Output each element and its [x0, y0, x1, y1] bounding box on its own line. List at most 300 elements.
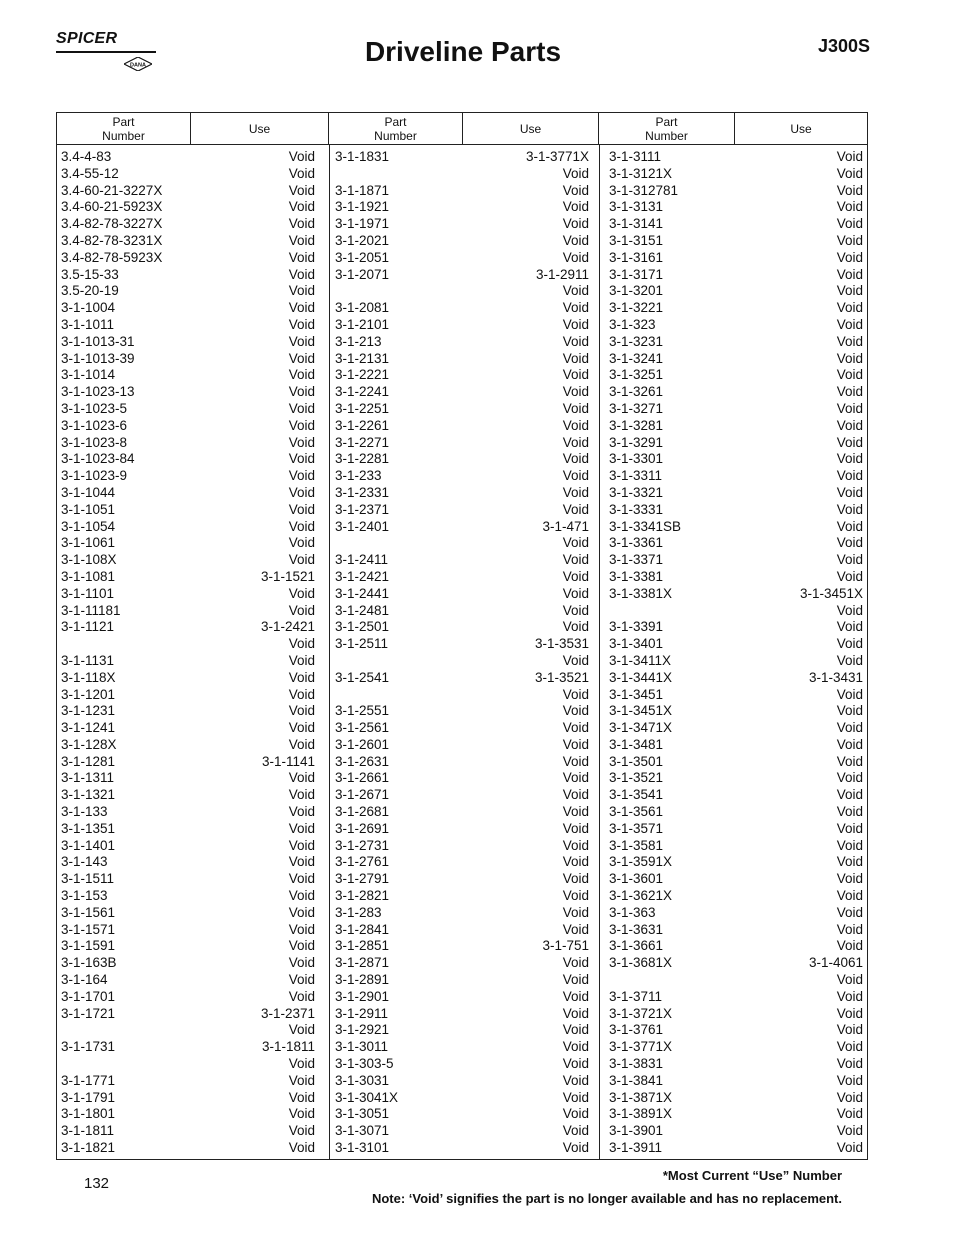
table-row [331, 804, 603, 821]
part-number: 3-1-1701 [61, 988, 116, 1004]
part-number: 3-1-2691 [335, 820, 390, 836]
table-row [605, 922, 877, 939]
table-row [57, 972, 329, 989]
table-row [605, 787, 877, 804]
model-label: J300S [817, 36, 870, 56]
column-header: Part Number [329, 113, 463, 145]
use-value: Void [836, 501, 863, 517]
table-row [57, 519, 329, 536]
use-value: Void [288, 888, 315, 904]
table-row [605, 519, 877, 536]
part-number: 3-1-3481 [609, 736, 664, 752]
part-number: 3-1-3711 [609, 988, 663, 1004]
use-value: Void [288, 552, 315, 568]
part-number: 3-1-133 [61, 804, 108, 820]
part-number: 3-1-1023-6 [61, 417, 128, 433]
table-row [57, 938, 329, 955]
use-value: Void [288, 1106, 315, 1122]
table-row [57, 1056, 329, 1073]
use-value: Void [288, 283, 315, 299]
use-value: Void [288, 434, 315, 450]
part-number: 3-1-3161 [609, 249, 664, 265]
part-number: 3-1-118X [61, 669, 116, 685]
use-value: Void [288, 182, 315, 198]
table-row [605, 619, 877, 636]
use-value: Void [288, 316, 315, 332]
table-row [605, 1006, 877, 1023]
table-row [331, 334, 603, 351]
table-row [331, 149, 603, 166]
table-row [605, 653, 877, 670]
table-row [331, 922, 603, 939]
use-value: Void [836, 619, 863, 635]
table-row [605, 687, 877, 704]
table-row [57, 1106, 329, 1123]
part-number: 3-1-3231 [609, 333, 664, 349]
use-value: Void [836, 216, 863, 232]
table-row [331, 586, 603, 603]
part-number: 3-1-3041X [335, 1089, 399, 1105]
table-row [331, 283, 603, 300]
use-value: Void [836, 921, 863, 937]
use-value: Void [562, 1039, 589, 1055]
use-value: Void [288, 921, 315, 937]
part-number: 3-1-213 [335, 333, 382, 349]
table-row [57, 502, 329, 519]
use-value: Void [288, 585, 315, 601]
use-value: 3-1-1811 [261, 1039, 315, 1055]
part-number: 3-1-1014 [61, 367, 116, 383]
table-row [331, 955, 603, 972]
part-number: 3-1-3301 [609, 451, 664, 467]
table-row [57, 351, 329, 368]
use-value: Void [836, 165, 863, 181]
table-row [57, 922, 329, 939]
table-row [605, 451, 877, 468]
use-value: Void [562, 770, 589, 786]
table-row [331, 317, 603, 334]
column-header: Part Number [599, 113, 735, 145]
table-row [331, 1140, 603, 1157]
use-value: Void [288, 804, 315, 820]
use-value: Void [562, 384, 589, 400]
part-number: 3-1-3361 [609, 535, 664, 551]
table-row [57, 905, 329, 922]
part-number: 3-1-1721 [61, 1005, 116, 1021]
part-number: 3-1-3031 [335, 1072, 390, 1088]
part-number: 3-1-1023-9 [61, 468, 128, 484]
column-header: Use [735, 113, 867, 145]
use-value: 3-1-1521 [260, 568, 315, 584]
part-number: 3-1-11181 [61, 602, 121, 618]
use-value: Void [562, 686, 589, 702]
part-number: 3-1-2541 [335, 669, 390, 685]
footnote: *Most Current “Use” Number [662, 1168, 842, 1183]
part-number: 3-1-3681X [609, 955, 673, 971]
part-number: 3.5-20-19 [61, 283, 119, 299]
table-row [331, 636, 603, 653]
part-number: 3-1-2841 [335, 921, 390, 937]
table-row [57, 283, 329, 300]
part-number: 3-1-1023-84 [61, 451, 135, 467]
table-row [57, 703, 329, 720]
part-number: 3-1-2891 [335, 972, 390, 988]
use-value: Void [836, 1056, 863, 1072]
use-value: Void [562, 804, 589, 820]
part-number: 3-1-3051 [335, 1106, 390, 1122]
use-value: Void [288, 350, 315, 366]
part-number: 3-1-1281 [61, 753, 116, 769]
table-row [57, 485, 329, 502]
table-row [57, 636, 329, 653]
part-number: 3-1-2221 [335, 367, 390, 383]
part-number: 3-1-3101 [335, 1140, 390, 1156]
part-number: 3-1-3441X [609, 669, 673, 685]
use-value: Void [288, 417, 315, 433]
use-value: Void [836, 1039, 863, 1055]
table-row [331, 670, 603, 687]
table-row [331, 989, 603, 1006]
part-number: 3-1-1971 [335, 216, 390, 232]
use-value: Void [288, 1072, 315, 1088]
use-value: Void [836, 753, 863, 769]
table-row [331, 1056, 603, 1073]
use-value: Void [288, 652, 315, 668]
part-number: 3-1-3381X [609, 585, 673, 601]
use-value: Void [562, 400, 589, 416]
table-row [605, 334, 877, 351]
use-value: Void [836, 652, 863, 668]
use-value: Void [562, 417, 589, 433]
use-value: Void [562, 232, 589, 248]
table-row [331, 754, 603, 771]
part-number: 3-1-2411 [335, 552, 389, 568]
use-value: Void [836, 232, 863, 248]
use-value: Void [288, 165, 315, 181]
use-value: Void [836, 820, 863, 836]
use-value: Void [562, 350, 589, 366]
use-value: Void [836, 770, 863, 786]
part-number: 3-1-3571 [609, 820, 664, 836]
part-number: 3-1-3501 [609, 753, 664, 769]
table-row [57, 955, 329, 972]
part-number: 3-1-1871 [335, 182, 390, 198]
use-value: Void [836, 871, 863, 887]
part-number: 3.4-82-78-5923X [61, 249, 163, 265]
use-value: Void [288, 1056, 315, 1072]
parts-column [57, 149, 329, 1157]
use-value: 3-1-471 [542, 518, 589, 534]
use-value: Void [288, 468, 315, 484]
part-number: 3-1-3721X [609, 1005, 673, 1021]
table-row [57, 871, 329, 888]
use-value: Void [836, 451, 863, 467]
table-row [331, 435, 603, 452]
use-value: 3-1-3531 [534, 636, 589, 652]
use-value: Void [288, 199, 315, 215]
table-row [57, 687, 329, 704]
table-row [331, 871, 603, 888]
use-value: 3-1-4061 [808, 955, 863, 971]
use-value: Void [562, 216, 589, 232]
use-value: Void [562, 300, 589, 316]
part-number: 3-1-3321 [609, 484, 664, 500]
part-number: 3-1-2551 [335, 703, 390, 719]
table-row [605, 703, 877, 720]
use-value: Void [836, 535, 863, 551]
part-number: 3-1-3841 [609, 1072, 664, 1088]
use-value: Void [562, 1005, 589, 1021]
table-row [331, 502, 603, 519]
use-value: Void [562, 820, 589, 836]
use-value: Void [288, 720, 315, 736]
part-number: 3-1-1023-5 [61, 400, 128, 416]
use-value: Void [288, 787, 315, 803]
part-number: 3-1-3581 [609, 837, 664, 853]
table-row [605, 586, 877, 603]
table-row [57, 670, 329, 687]
part-number: 3.4-82-78-3227X [61, 216, 163, 232]
part-number: 3-1-3291 [609, 434, 664, 450]
page-number: 132 [84, 1175, 110, 1192]
use-value: Void [288, 501, 315, 517]
table-row [605, 754, 877, 771]
part-number: 3-1-283 [335, 904, 382, 920]
table-row [605, 216, 877, 233]
part-number: 3-1-2051 [335, 249, 390, 265]
use-value: 3-1-3771X [525, 149, 589, 164]
part-number: 3-1-2561 [335, 720, 390, 736]
table-row [605, 1140, 877, 1157]
use-value: Void [562, 972, 589, 988]
use-value: Void [562, 165, 589, 181]
use-value: Void [562, 1022, 589, 1038]
table-row [331, 367, 603, 384]
part-number: 3-1-312781 [609, 182, 679, 198]
use-value: Void [288, 904, 315, 920]
table-row [57, 149, 329, 166]
table-row [605, 636, 877, 653]
table-row [57, 603, 329, 620]
table-row [331, 905, 603, 922]
table-row [57, 233, 329, 250]
part-number: 3-1-3241 [609, 350, 664, 366]
part-number: 3-1-1131 [61, 652, 115, 668]
table-row [605, 854, 877, 871]
use-value: Void [288, 837, 315, 853]
part-number: 3.5-15-33 [61, 266, 119, 282]
use-value: Void [562, 316, 589, 332]
use-value: Void [562, 736, 589, 752]
use-value: Void [288, 988, 315, 1004]
use-value: Void [836, 1005, 863, 1021]
use-value: Void [836, 636, 863, 652]
use-value: Void [288, 955, 315, 971]
table-row [605, 250, 877, 267]
part-number: 3-1-2501 [335, 619, 390, 635]
use-value: Void [836, 468, 863, 484]
part-number: 3-1-2631 [335, 753, 390, 769]
use-value: Void [288, 249, 315, 265]
use-value: Void [836, 720, 863, 736]
page-title: Driveline Parts [364, 36, 562, 67]
part-number: 3-1-1011 [61, 316, 115, 332]
use-value: Void [288, 636, 315, 652]
use-value: Void [836, 1089, 863, 1105]
use-value: Void [836, 938, 863, 954]
table-row [57, 888, 329, 905]
part-number: 3-1-3411X [609, 652, 672, 668]
table-row [331, 938, 603, 955]
use-value: Void [562, 921, 589, 937]
table-row [57, 166, 329, 183]
table-row [331, 233, 603, 250]
part-number: 3-1-1023-13 [61, 384, 135, 400]
table-row [57, 653, 329, 670]
part-number: 3-1-1811 [61, 1123, 115, 1139]
table-row [331, 485, 603, 502]
part-number: 3-1-2131 [335, 350, 390, 366]
use-value: Void [288, 232, 315, 248]
table-row [605, 535, 877, 552]
part-number: 3-1-2021 [335, 232, 390, 248]
use-value: Void [562, 1106, 589, 1122]
table-row [605, 770, 877, 787]
table-row [605, 317, 877, 334]
use-value: Void [836, 384, 863, 400]
use-value: Void [562, 367, 589, 383]
table-row [57, 804, 329, 821]
part-number: 3-1-3771X [609, 1039, 673, 1055]
use-value: Void [562, 955, 589, 971]
table-row [605, 552, 877, 569]
table-row [331, 183, 603, 200]
part-number: 3-1-1101 [61, 585, 115, 601]
table-row [57, 737, 329, 754]
column-header: Part Number [57, 113, 191, 145]
table-row [331, 418, 603, 435]
part-number: 3-1-3891X [609, 1106, 673, 1122]
use-value: Void [288, 300, 315, 316]
part-number: 3-1-2901 [335, 988, 390, 1004]
column-header: Use [463, 113, 599, 145]
use-value: Void [562, 871, 589, 887]
use-value: Void [836, 400, 863, 416]
use-value: Void [562, 283, 589, 299]
use-value: Void [562, 1056, 589, 1072]
use-value: Void [836, 249, 863, 265]
table-row [331, 351, 603, 368]
table-row [605, 1073, 877, 1090]
use-value: Void [562, 434, 589, 450]
table-row [331, 300, 603, 317]
table-row [331, 199, 603, 216]
use-value: Void [836, 199, 863, 215]
table-row [331, 569, 603, 586]
use-value: Void [288, 972, 315, 988]
part-number: 3-1-233 [335, 468, 382, 484]
use-value: Void [562, 249, 589, 265]
table-row [57, 586, 329, 603]
table-row [57, 1022, 329, 1039]
table-row [57, 267, 329, 284]
part-number: 3-1-3111 [609, 149, 662, 164]
table-row [57, 838, 329, 855]
table-row [331, 703, 603, 720]
part-number: 3-1-2401 [335, 518, 390, 534]
use-value: Void [562, 854, 589, 870]
use-value: 3-1-3431 [808, 669, 863, 685]
use-value: Void [562, 787, 589, 803]
part-number: 3-1-2261 [335, 417, 390, 433]
table-row [605, 603, 877, 620]
table-row [331, 619, 603, 636]
table-row [605, 435, 877, 452]
use-value: Void [562, 501, 589, 517]
table-row [605, 821, 877, 838]
table-row [57, 1123, 329, 1140]
use-value: Void [288, 669, 315, 685]
part-number: 3-1-3471X [609, 720, 673, 736]
part-number: 3.4-82-78-3231X [61, 232, 163, 248]
table-row [331, 653, 603, 670]
part-number: 3-1-1321 [61, 787, 116, 803]
use-value: Void [562, 652, 589, 668]
part-number: 3-1-3631 [609, 921, 664, 937]
part-number: 3-1-3271 [609, 400, 664, 416]
part-number: 3.4-4-83 [61, 149, 112, 164]
part-number: 3-1-1771 [61, 1072, 116, 1088]
table-row [331, 216, 603, 233]
part-number: 3-1-1311 [61, 770, 115, 786]
part-number: 3-1-128X [61, 736, 117, 752]
part-number: 3-1-108X [61, 552, 117, 568]
table-row [57, 199, 329, 216]
use-value: Void [836, 988, 863, 1004]
table-row [331, 770, 603, 787]
use-value: Void [288, 703, 315, 719]
part-number: 3-1-323 [609, 316, 656, 332]
part-number: 3-1-3151 [609, 232, 664, 248]
use-value: Void [836, 1106, 863, 1122]
part-number: 3-1-2661 [335, 770, 390, 786]
table-row [57, 552, 329, 569]
use-value: Void [288, 602, 315, 618]
part-number: 3-1-1561 [61, 904, 116, 920]
part-number: 3-1-1401 [61, 837, 116, 853]
table-row [605, 485, 877, 502]
part-number: 3-1-3451 [609, 686, 664, 702]
part-number: 3-1-1831 [335, 149, 390, 164]
part-number: 3-1-2601 [335, 736, 390, 752]
parts-column [331, 149, 603, 1157]
part-number: 3-1-3541 [609, 787, 664, 803]
part-number: 3-1-1571 [61, 921, 116, 937]
use-value: Void [836, 300, 863, 316]
table-row [605, 468, 877, 485]
part-number: 3-1-1013-39 [61, 350, 135, 366]
part-number: 3-1-3591X [609, 854, 673, 870]
table-row [331, 1022, 603, 1039]
part-number: 3-1-1051 [61, 501, 116, 517]
use-value: Void [562, 703, 589, 719]
part-number: 3-1-2821 [335, 888, 390, 904]
table-row [605, 1090, 877, 1107]
part-number: 3-1-2441 [335, 585, 390, 601]
part-number: 3-1-1731 [61, 1039, 116, 1055]
use-value: Void [836, 837, 863, 853]
brand-name: SPICER [56, 30, 118, 47]
